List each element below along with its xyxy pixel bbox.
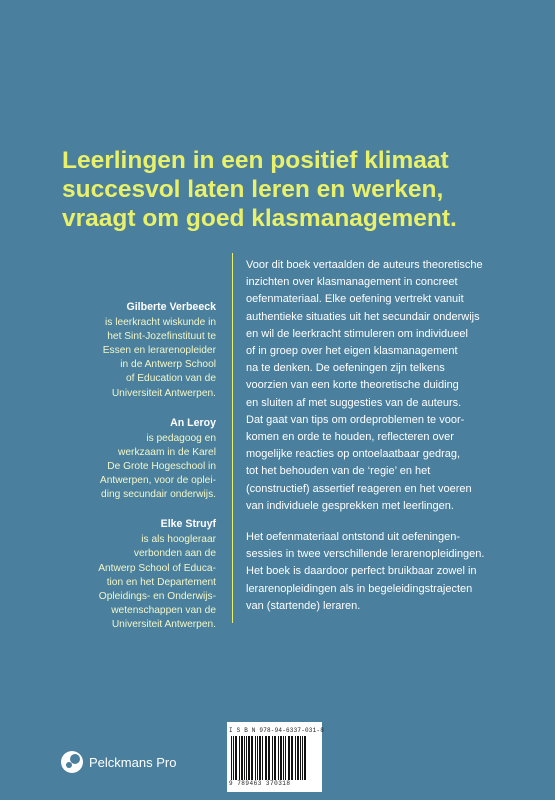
- barcode-stripe: [283, 736, 284, 780]
- barcode-stripe: [268, 736, 270, 780]
- barcode-stripe: [235, 736, 237, 780]
- barcode-stripe: [274, 736, 276, 780]
- barcode-number: 9 789463 370318: [229, 780, 291, 787]
- bio-line: wetenschappen van de: [111, 604, 216, 616]
- bio-line: Antwerp School of Educa-: [98, 562, 216, 574]
- bio-line: tion en het Departement: [106, 576, 216, 588]
- blurb-line: sessies in twee verschillende lerarenopleidingen.: [246, 548, 485, 561]
- bio-line: in de Antwerp School: [120, 359, 216, 371]
- blurb-line: Het oefenmateriaal ontstond uit oefeningen-: [246, 531, 461, 544]
- barcode-stripe: [304, 736, 306, 780]
- bio-line: werkzaam in de Karel: [118, 446, 216, 458]
- barcode-stripe: [288, 736, 290, 780]
- bio-line: of Education van de: [125, 373, 216, 385]
- isbn-label: I S B N 978-94-6337-031-8: [229, 727, 325, 734]
- blurb-line: van (startende) leraren.: [246, 599, 361, 612]
- blurb-line: en wil de leerkracht stimuleren om individueel: [246, 327, 468, 340]
- pelckmans-logo-icon: [60, 750, 84, 774]
- barcode-stripe: [295, 736, 296, 780]
- author-block: [40, 416, 216, 503]
- barcode-stripe: [291, 736, 293, 780]
- publisher-mark: [60, 750, 176, 774]
- barcode-stripe: [272, 736, 273, 780]
- blurb-paragraph-2: [246, 529, 531, 615]
- author-bio: [40, 533, 216, 632]
- barcode-stripe: [239, 736, 240, 780]
- blurb-line: mogelijke reacties op ontoelaatbaar gedrag,: [246, 448, 461, 461]
- blurb-line: na te denken. De oefeningen zijn telkens: [246, 362, 445, 375]
- blurb-line: komen en orde te houden, reflecteren over: [246, 431, 454, 444]
- author-name: An Leroy: [170, 416, 216, 429]
- publisher-name: Pelckmans Pro: [89, 754, 177, 770]
- barcode-stripe: [244, 736, 245, 780]
- author-name: Elke Struyf: [160, 518, 216, 531]
- headline-line-3: vraagt om goed klasmanagement.: [62, 205, 457, 232]
- barcode-stripe: [233, 736, 234, 780]
- author-name: Gilberte Verbeeck: [126, 301, 216, 313]
- barcode-stripe: [300, 736, 301, 780]
- barcode-stripe: [280, 736, 282, 780]
- barcode-stripe: [231, 736, 232, 780]
- barcode-stripe: [259, 736, 261, 780]
- barcode-stripe: [302, 736, 303, 780]
- headline-line-1: Leerlingen in een positief klimaat: [62, 147, 449, 174]
- barcode-stripe: [255, 736, 256, 780]
- bio-line: is leerkracht wiskunde in: [105, 317, 216, 329]
- blurb-line: tot het behouden van de ‘regie’ en het: [246, 465, 431, 478]
- bio-line: Essen en lerarenopleider: [102, 345, 216, 357]
- blurb-line: authentieke situaties uit het secundair onderwijs: [246, 310, 480, 323]
- bio-line: Universiteit Antwerpen.: [111, 618, 216, 630]
- blurb-line: Het boek is daardoor perfect bruikbaar zowel in: [246, 565, 477, 578]
- headline-line-2: succesvol laten leren en werken,: [62, 176, 444, 203]
- blurb-line: Voor dit boek vertaalden de auteurs theoretische: [246, 259, 483, 271]
- bio-line: het Sint-Jozefinstituut te: [107, 331, 216, 343]
- blurb-paragraph-1: [246, 257, 531, 515]
- barcode-stripe: [297, 736, 299, 780]
- barcode-stripe: [257, 736, 258, 780]
- bio-line: ding secundair onderwijs.: [101, 489, 216, 501]
- bio-line: Antwerpen, voor de oplei-: [99, 475, 216, 487]
- bio-line: De Grote Hogeschool in: [107, 460, 216, 472]
- bio-line: Opleidings- en Onderwijs-: [98, 590, 216, 602]
- barcode-stripe: [246, 736, 247, 780]
- barcode-stripe: [262, 736, 263, 780]
- blurb-line: (constructief) assertief reageren en het voeren: [246, 482, 472, 495]
- cover-headline: [62, 146, 522, 233]
- blurb-line: oefenmateriaal. Elke oefening vertrekt vanuit: [246, 293, 464, 306]
- author-bio: [40, 432, 216, 502]
- author-block: [40, 300, 216, 401]
- barcode-stripe: [241, 736, 243, 780]
- author-bios: [40, 300, 216, 647]
- blurb-line: en sluiten af met suggesties van de auteurs.: [246, 396, 462, 409]
- blurb-line: of in groep over het eigen klasmanagement: [246, 345, 458, 358]
- blurb-line: Dat gaat van tips om ordeproblemen te voor-: [246, 413, 465, 426]
- blurb-line: voorzien van een korte theoretische duiding: [246, 379, 459, 392]
- blurb: [246, 257, 531, 629]
- barcode-stripe: [265, 736, 267, 780]
- barcode-bars: [231, 736, 318, 780]
- barcode-stripe: [278, 736, 279, 780]
- bio-line: is pedagoog en: [146, 432, 216, 444]
- barcode-stripe: [285, 736, 286, 780]
- isbn-barcode: [227, 722, 325, 792]
- blurb-line: lerarenopleidingen als in begeleidingstrajecten: [246, 582, 473, 595]
- barcode-stripe: [251, 736, 253, 780]
- blurb-line: inzichten over klasmanagement in concreet: [246, 276, 458, 289]
- author-bio: [40, 316, 216, 401]
- author-block: [40, 517, 216, 632]
- divider-rule: [232, 253, 233, 623]
- bio-line: is als hoogleraar: [141, 534, 216, 546]
- barcode-stripe: [248, 736, 250, 780]
- bio-line: verbonden aan de: [133, 548, 216, 560]
- bio-line: Universiteit Antwerpen.: [111, 387, 216, 399]
- blurb-line: van individuele gesprekken met leerlingen.: [246, 499, 454, 512]
